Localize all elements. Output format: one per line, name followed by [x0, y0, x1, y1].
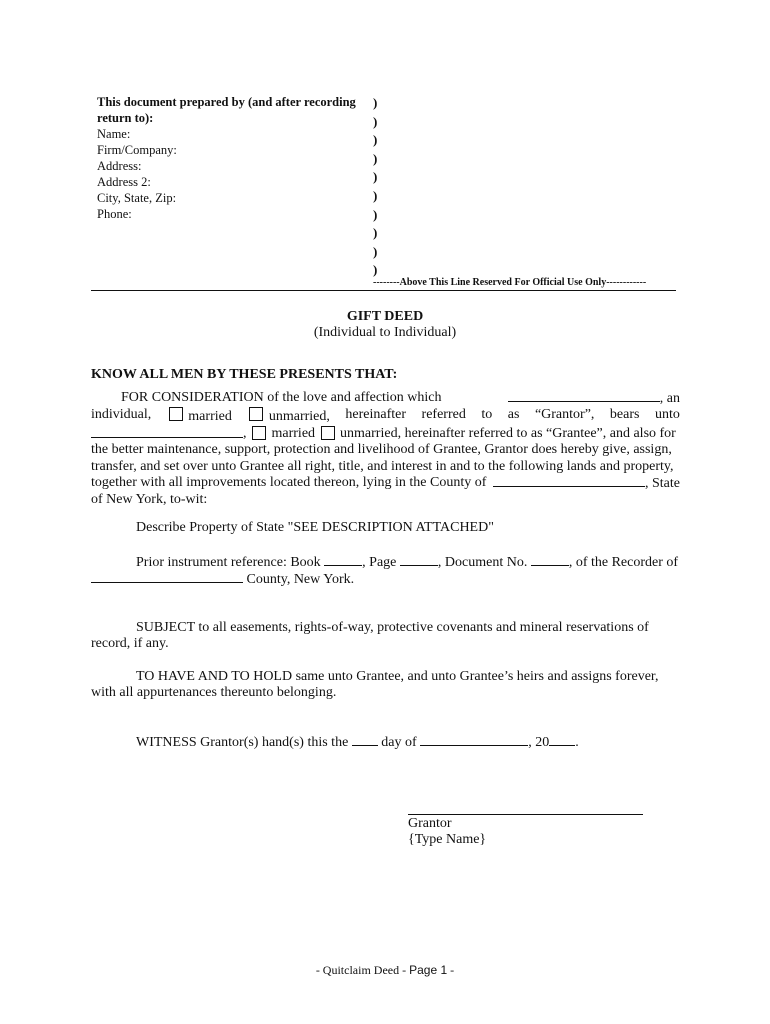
consideration-line-2: [91, 407, 680, 425]
reserved-line-text: --------Above This Line Reserved For Official Use Only------------: [373, 277, 647, 288]
paren-mark: ): [373, 243, 378, 259]
habendum-line-2: with all appurtenances thereunto belonging.: [91, 685, 337, 701]
document-subtitle: (Individual to Individual): [313, 325, 457, 340]
witness-line: [91, 734, 725, 751]
word-bears: bears: [609, 407, 640, 423]
grantor-label: Grantor: [408, 816, 452, 831]
grantor-unmarried-checkbox[interactable]: [249, 407, 263, 421]
grantor-married-checkbox[interactable]: [169, 407, 183, 421]
prepared-by-heading-2: return to):: [97, 111, 154, 125]
field-firm: Firm/Company:: [97, 143, 177, 157]
consideration-line-7: of New York, to-wit:: [91, 492, 208, 508]
county-blank[interactable]: [493, 475, 645, 487]
word-to: to: [481, 407, 493, 423]
married-label: married: [188, 409, 232, 425]
grantor-name-blank[interactable]: [508, 390, 660, 402]
unmarried-label: unmarried,: [268, 409, 330, 425]
word-grantor: “Grantor”,: [534, 407, 595, 423]
footer-page-number: Page 1: [409, 963, 448, 977]
footer-suffix: -: [447, 963, 455, 977]
prior-county-text: County, New York.: [246, 572, 355, 588]
book-blank[interactable]: [324, 554, 362, 566]
paren-mark: ): [373, 169, 378, 185]
word-hereinafter: hereinafter: [345, 407, 407, 423]
prior-docno-text: , Document No.: [437, 555, 528, 570]
paren-column: [373, 94, 387, 280]
subject-line-1: SUBJECT to all easements, rights-of-way, protective covenants and mineral reservations of: [136, 620, 649, 635]
prior-instrument-paragraph: [91, 554, 680, 589]
grantee-rest-text: unmarried, hereinafter referred to as “Grantee”, and also for: [340, 425, 676, 441]
habendum-paragraph: [91, 669, 680, 702]
comma: ,: [243, 425, 250, 441]
state-text: , State: [645, 476, 680, 492]
paren-mark: ): [373, 132, 378, 148]
word-as: as: [507, 407, 520, 423]
habendum-line-1: TO HAVE AND TO HOLD same unto Grantee, and unto Grantee’s heirs and assigns forever,: [136, 669, 659, 684]
consideration-line-4: the better maintenance, support, protection and livelihood of Grantee, Grantor does hereby give, assign,: [91, 442, 672, 458]
prior-book-text: Prior instrument reference: Book: [136, 555, 321, 570]
witness-year-blank[interactable]: [549, 734, 575, 746]
prepared-by-heading-1: This document prepared by (and after recording: [97, 95, 356, 109]
paren-mark: ): [373, 262, 378, 278]
paren-mark: ): [373, 150, 378, 166]
witness-period: .: [575, 735, 579, 750]
recorder-county-blank[interactable]: [91, 571, 243, 583]
know-all-heading: KNOW ALL MEN BY THESE PRESENTS THAT:: [91, 367, 398, 382]
witness-month-blank[interactable]: [420, 734, 528, 746]
page-blank[interactable]: [400, 554, 438, 566]
paren-mark: ): [373, 206, 378, 222]
field-city-state-zip: City, State, Zip:: [97, 191, 177, 205]
grantee-unmarried-checkbox[interactable]: [321, 426, 335, 440]
word-unto: unto: [654, 407, 680, 423]
consideration-an: , an: [659, 391, 680, 406]
document-title: GIFT DEED: [346, 309, 424, 324]
grantee-married-label: married: [271, 425, 316, 441]
paren-mark: ): [373, 95, 378, 110]
grantee-name-blank[interactable]: [91, 426, 243, 438]
docno-blank[interactable]: [531, 554, 569, 566]
consideration-line-3: [91, 426, 680, 442]
prior-line-1: [91, 554, 680, 571]
prior-page-text: , Page: [362, 555, 397, 570]
signature-block: [408, 816, 486, 849]
field-name: Name:: [97, 127, 131, 141]
reserved-rule: [91, 290, 676, 291]
grantor-unmarried-option: [247, 407, 330, 425]
paren-mark: ): [373, 225, 378, 241]
consideration-line-5: transfer, and set over unto Grantee all right, title, and interest in and to the following lands and property,: [91, 458, 674, 474]
page-footer: [0, 963, 770, 978]
subject-line-2: record, if any.: [91, 636, 169, 652]
county-text: together with all improvements located thereon, lying in the County of: [91, 475, 487, 491]
grantor-married-option: [167, 407, 232, 425]
consideration-paragraph: [91, 390, 680, 509]
field-address: Address:: [97, 159, 142, 173]
county-tail: [493, 475, 680, 492]
signature-line[interactable]: [408, 814, 643, 815]
witness-year-prefix: , 20: [528, 735, 550, 750]
witness-text: WITNESS Grantor(s) hand(s) this the: [136, 735, 349, 750]
prepared-by-block: [97, 94, 377, 222]
prior-recorder-text: , of the Recorder of: [568, 555, 679, 570]
individual-text: individual,: [91, 407, 152, 423]
consideration-tail: [508, 390, 680, 407]
type-name-placeholder: {Type Name}: [408, 832, 487, 848]
subject-paragraph: [91, 620, 680, 653]
paren-mark: ): [373, 187, 378, 203]
grantee-married-checkbox[interactable]: [252, 426, 266, 440]
word-referred: referred: [421, 407, 466, 423]
consideration-line-6: [91, 475, 680, 492]
field-address-2: Address 2:: [97, 175, 151, 189]
field-phone: Phone:: [97, 207, 132, 221]
prior-line-2: [91, 571, 680, 588]
witness-day-blank[interactable]: [352, 734, 378, 746]
witness-dayof-text: day of: [381, 735, 417, 750]
describe-property: Describe Property of State "SEE DESCRIPTION ATTACHED": [136, 520, 494, 535]
consideration-line-1: [91, 390, 680, 407]
footer-prefix: - Quitclaim Deed -: [315, 963, 410, 977]
paren-mark: ): [373, 113, 378, 129]
consideration-text: FOR CONSIDERATION of the love and affection which: [121, 390, 442, 405]
